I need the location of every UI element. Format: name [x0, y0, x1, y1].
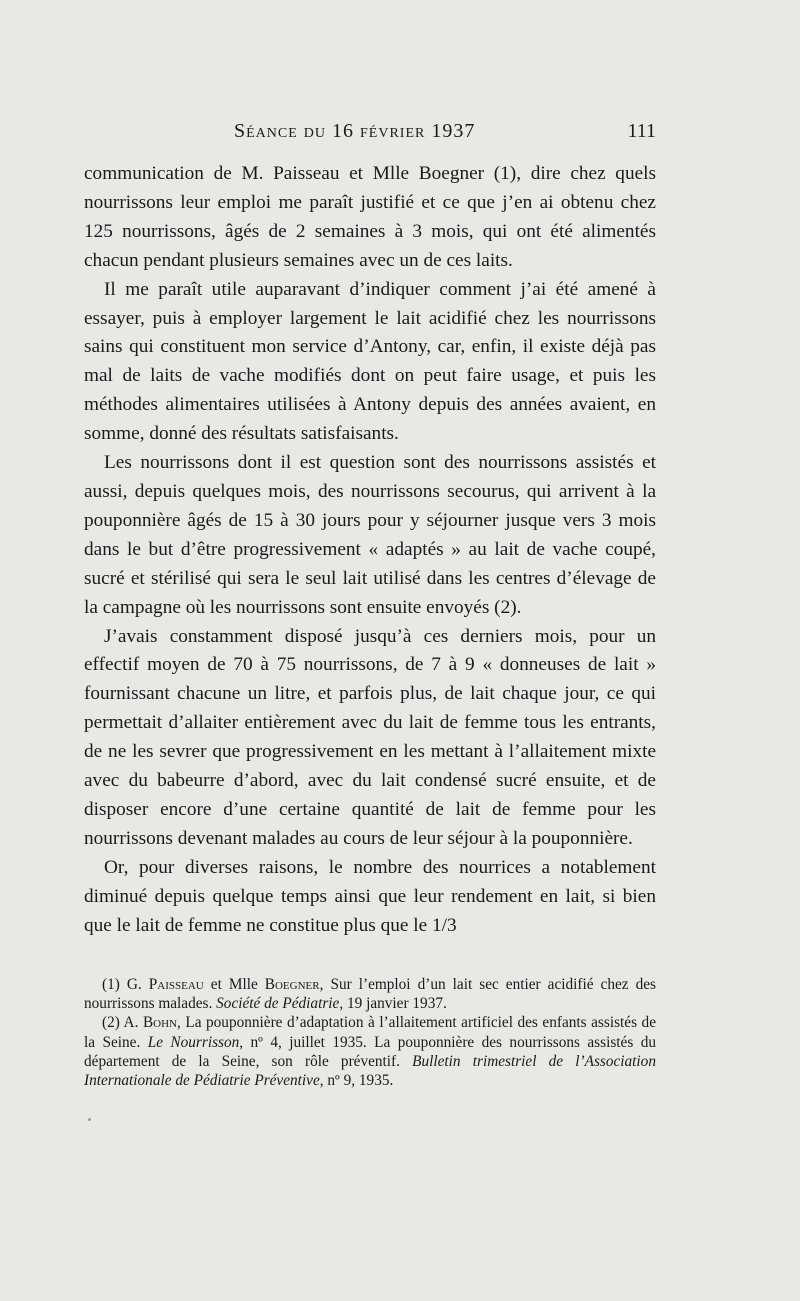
footnote-2-journal2: Bulletin trimestriel de l’Association Internationale de Pédiatrie Préventive	[84, 1052, 656, 1090]
footnote-1-journal: Société de Pédiatrie	[216, 995, 340, 1013]
footnote-2-author: Bohn	[142, 1014, 177, 1032]
footnote-2-mark: (2) A.	[102, 1014, 143, 1032]
footnote-1	[84, 975, 656, 1013]
header-title	[234, 120, 475, 143]
paragraph-1: communication de M. Paisseau et Mlle Boegner (1), dire chez quels nourrissons leur emploi me paraît justifié et ce que j’en ai obtenu chez 125 nourrissons, âgés de 2 semaines à 3 mois, qui ont été alimentés chacun pendant plusieurs semaines avec un de ces laits.	[84, 163, 656, 271]
header-title-session: Séance du	[234, 120, 333, 142]
footnote-1-author: Paisseau	[148, 976, 204, 993]
paragraph-4: J’avais constamment disposé jusqu’à ces derniers mois, pour un effectif moyen de 70 à 75 nourrissons, de 7 à 9 « donneuses de lait » fournissant chacune un litre, et parfois plus, de lait chaque jour, ce qui permettait d’allaiter entièrement avec du lait de femme tous les entrants, de ne les sevrer que progressivement en les mettant à l’allaitement mixte avec du babeurre d’abord, avec du lait condensé sucré ensuite, et de disposer encore d’une certaine quantité de lait de femme pour les nourrissons devenant malades au cours de leur séjour à la pouponnière.	[84, 625, 656, 849]
paper-speck	[88, 1118, 91, 1121]
page-number: 111	[627, 120, 656, 142]
footnote-1-mid: et Mlle	[203, 976, 265, 993]
footnote-1-end: , 19 janvier 1937.	[339, 995, 447, 1013]
header-title-date: 16 février 1937	[332, 120, 476, 142]
paragraph-3: Les nourrissons dont il est question sont des nourrissons assistés et aussi, depuis quelques mois, des nourrissons secourus, qui arrivent à la pouponnière âgés de 15 à 30 jours pour y séjourner jusque vers 3 mois dans le but d’être progressivement « adaptés » au lait de vache coupé, sucré et stérilisé qui sera le seul lait utilisé dans les centres d’élevage de la campagne où les nourrissons sont ensuite envoyés (2).	[84, 452, 656, 618]
running-header	[84, 120, 656, 150]
footnote-2-end: , nº 9, 1935.	[319, 1072, 394, 1090]
footnote-2	[84, 1013, 656, 1090]
footnote-1-text: , Sur l’emploi d’un lait sec entier acidifié chez des nourrissons malades.	[84, 976, 656, 1013]
footnote-2-journal: Le Nourrisson	[147, 1033, 240, 1051]
footnotes	[84, 975, 656, 1090]
footnote-1-mark: (1) G.	[102, 976, 149, 993]
footnote-2-text: , La pouponnière d’adaptation à l’allaitement artificiel des enfants assistés de la Seine.	[84, 1014, 656, 1051]
main-text	[84, 160, 656, 940]
paragraph-5: Or, pour diverses raisons, le nombre des nourrices a notablement diminué depuis quelque temps ainsi que leur rendement en lait, si bien que le lait de femme ne constitue plus que le 1/3	[84, 856, 656, 936]
footnote-2-mid: , nº 4, juillet 1935. La pouponnière des nourrissons assistés du département de la Seine, son rôle préventif.	[84, 1033, 657, 1070]
footnote-1-author2: Boegner	[264, 976, 320, 993]
paragraph-2: Il me paraît utile auparavant d’indiquer comment j’ai été amené à essayer, puis à employer largement le lait acidifié chez les nourrissons sains qui constituent mon service d’Antony, car, enfin, il existe déjà pas mal de laits de vache modifiés dont on peut faire usage, et puis les méthodes alimentaires utilisées à Antony depuis des années avaient, en somme, donné des résultats satisfaisants.	[84, 278, 656, 445]
